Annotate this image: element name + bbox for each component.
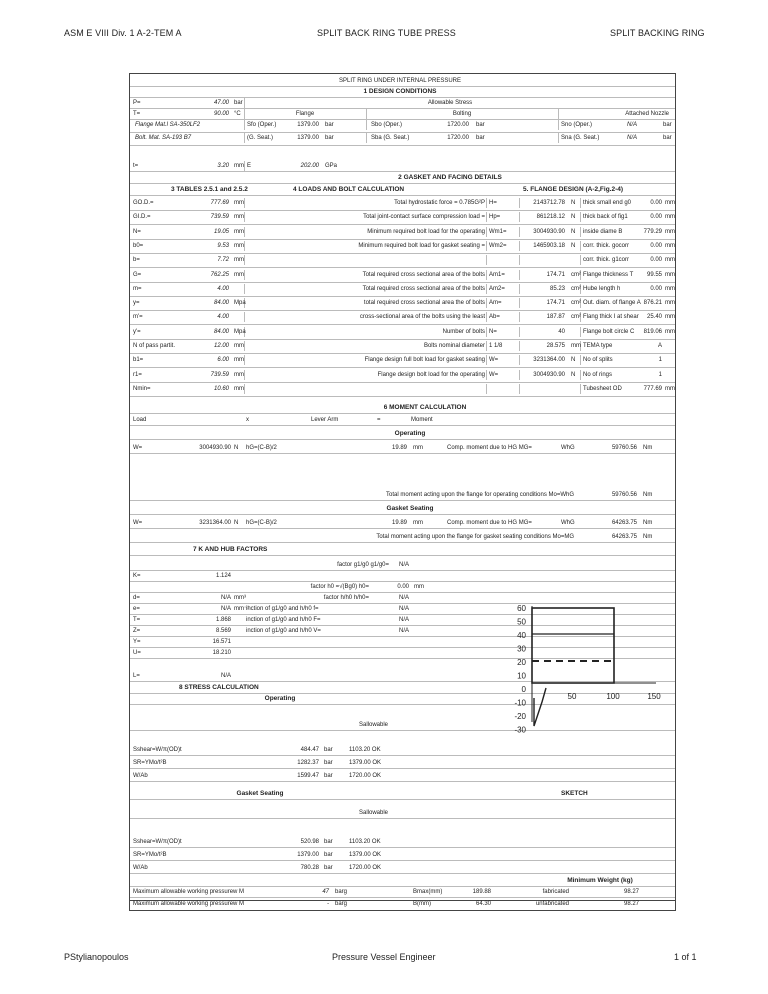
cell-fv: 1 (658, 371, 662, 378)
cell-ls: W= (489, 371, 499, 378)
cell-fv: 1 (658, 357, 662, 364)
cell-lv: 861218.12 (536, 214, 565, 221)
row-s1 (130, 87, 675, 98)
x-tick-label: 50 (567, 692, 577, 701)
cell-av: 10.60 (213, 385, 229, 392)
cell-ls: N= (489, 328, 497, 335)
cell-lv: 3231364.00 (533, 357, 565, 364)
table-row (130, 198, 675, 211)
cell-au: Mpa (234, 300, 246, 307)
cell-l: Number of bolts (442, 328, 485, 335)
cell-av: 762.25 (210, 271, 229, 278)
y-tick-label: 0 (521, 685, 526, 694)
cell-lv: 174.71 (546, 300, 565, 307)
cell-fv: 0.00 (650, 214, 662, 221)
row-mawp-2: Maximum allowable working pressurew M - barg B(mm) 64.30 unfabricated 98.27 (129, 899, 676, 911)
cell-au: mm (234, 214, 244, 221)
y-tick-label: 30 (517, 644, 526, 654)
cell-fu (664, 370, 666, 380)
cell-f: No of rings (583, 371, 613, 378)
cell-fv: 0.00 (650, 242, 662, 249)
y-tick-label: 10 (517, 671, 526, 681)
cell-fv: 0.00 (650, 285, 662, 292)
cell-lu: N (571, 371, 576, 378)
cell-lu: N (571, 200, 576, 206)
cell-au: mm (234, 242, 244, 249)
cell-av: 4.00 (217, 314, 229, 321)
cell-fu: mm (665, 214, 675, 221)
cell-au: mm (234, 343, 244, 349)
cell-l (246, 255, 486, 265)
cell-fv: 0.00 (650, 257, 662, 264)
cell-f: Flang thick I at shear (583, 314, 639, 321)
cell-fu: mm (665, 228, 675, 235)
cell-fu (664, 355, 666, 365)
table-row (130, 384, 675, 397)
cell-lv (522, 255, 566, 265)
cell-fu: mm (665, 285, 675, 292)
row-thickness: t= 3.20 mm E 202.00 GPa (130, 161, 675, 172)
calculation-sheet: SPLIT RING UNDER INTERNAL PRESSURE 1 DESIGN CONDITIONS P= 47.00 bar Allowable Stress T= 90.00 °C Flange Bolting Attached Nozzle Flange Mat.l SA-350LF2 Sfo (Oper.) 1379.00 bar Sbo (Oper.) 1720.00 bar Sno (Oper.) N/A bar Bolt. Mat. SA-193 B7 (G. Seat.) 1379.00 bar Sba (G. Seat.) 1720.00 bar Sna (G. Seat.) N/A bar t= 3.20 mm E 202.00 GPa 2 GASKET AND FACING DETAILS 3 TABLES 2.5.1 and 2.5.2 4 LOADS AND BOLT CALCULATION 5. FLANGE DESIGN (A-2,Fig.2-4) GO.D.= 777.69 mm Total hydrostatic force = 0.785G²P H= 2143712.78 N thick small end g0 0.00 mm GI.D.= 739.59 mm Total joint-contact surface compression load = Hp= 861218.12 N thick back of fig1 0.00 mm N= 19.05 mm Minimum required bolt load for the operating Wm1= 3004930.90 N inside diame B 779.29 mm b0= 9.53 mm Minimum required bolt load for gasket seating = Wm2= 1465903.18 N corr. thick. gocorr 0.00 mm b= 7.72 mm corr. thick. g1corr 0.00 mm G= 762.25 mm Total required cross sectional area of the bolts Am1= 174.71 cm² Flange thickness T 99.55 mm m= 4.00 Total required cross sectional area of the bolts Am2= 85.23 cm² Hube length h 0.00 mm y= 84.00 Mpa total required cross sectional area the of bolts Am= 174.71 cm² Out. diam. of flange A 876.21 mm m'= 4.00 cross-sectional area of the bolts using the least Ab= 187.87 cm² Flang thick I at shear 25.40 mm y'= 84.00 Mpa Number of bolts N= 40 Flange bolt circle C 819.06 mm N of pass partit. 12.00 mm Bolts nominal diameter 1 1/8 28.575 mm TEMA type A b1= 6.00 mm Flange design full bolt load for gasket seating W= 3231364.00 N No of splits 1 r1= 739.59 mm Flange design bolt load for the operating W= 3004930.90 N No of rings 1 Nmin= 10.60 mm Tubesheet OD 777.69 mm 6 MOMENT CALCULATION Load x Lever Arm = Moment Operating W= 3004930.90 N hG=(C-B)/2 19.89 mm Comp. moment due to HG MG= WhG 59760.56 Nm Total moment acting upon the flange for operating conditions Mo=WhG 59760.56 Nm Gasket Seating W= 3231364.00 N hG=(C-B)/2 19.89 mm Comp. moment due to HG MG= WhG 64263.75 Nm Total moment acting upon the flange for gasket seating conditions Mo=MG 64263.75 Nm 7 K AND HUB FACTORS factor g1/g0 g1/g0= N/A K= 1.124 factor h0 =√(Bg0) h0= 0.00 mm d= N/A mm³ factor h/h0 h/h0= N/A e= N/A mm⁻¹ inction of g1/g0 and h/h0 f= N/A T= 1.868 inction of g1/g0 and h/h0 F= N/A Z= 8.569 inction of g1/g0 and h/h0 V= N/A Y= 16.571 U= 18.210 L= N/A 8 STRESS CALCULATION Operating Sallowable Sshear=W/π(OD)t 484.47 bar 1103.20 OK SR=YMo/t²B 1282.37 bar 1379.00 OK W/Ab 1599.47 bar 1720.00 OK Gasket Seating SKETCH Sallowable Sshear=W/π(OD)t 520.98 bar 1103.20 OK SR=YMo/t²B 1379.00 bar 1379.00 OK W/Ab 780.28 bar 1720.00 OK Minimum Weight (kg) Maximum allowable working pressurew M 47 barg Bmax(mm) 189.88 fabricated 98.27 (129, 73, 676, 901)
cell-av: 7.72 (217, 257, 229, 264)
sketch-hub (534, 688, 546, 726)
cell-f: Flange bolt circle C (583, 328, 635, 335)
cell-fu: mm (665, 257, 675, 264)
cell-ls: Wm2= (489, 242, 507, 249)
cell-l: total required cross sectional area the of bolts (363, 300, 485, 307)
cell-au: mm (234, 228, 244, 235)
cell-l: Total joint-contact surface compression load = (363, 214, 485, 221)
cell-av: 9.53 (217, 242, 229, 249)
cell-ls: H= (489, 200, 497, 206)
cell-ls (488, 255, 490, 265)
subtitle: SPLIT RING UNDER INTERNAL PRESSURE (338, 78, 462, 84)
y-tick-label: -10 (514, 698, 526, 708)
table-row (130, 284, 675, 297)
cell-fu: mm (665, 242, 675, 249)
cell-av: 84.00 (213, 300, 229, 307)
cell-l: cross-sectional area of the bolts using the least (359, 314, 485, 321)
cell-lu: mm (571, 343, 581, 349)
cell-ls: 1 1/8 (489, 343, 503, 349)
footer-center: Pressure Vessel Engineer (332, 952, 436, 962)
cell-ls (488, 384, 490, 394)
y-tick-label: 20 (517, 658, 526, 667)
cell-fv: 777.69 (643, 385, 662, 392)
cell-lu: N (571, 228, 576, 235)
cell-lv: 187.87 (546, 314, 565, 321)
cell-f: thick small end g0 (583, 200, 632, 206)
cell-fv: 779.29 (643, 228, 662, 235)
cell-a: r1= (133, 371, 142, 378)
cell-fu (664, 341, 666, 351)
cell-l: Total hydrostatic force = 0.785G²P (394, 200, 485, 206)
cell-a: GO.D.= (133, 200, 154, 206)
cell-av: 739.59 (210, 371, 229, 378)
cell-lv (522, 384, 566, 394)
cell-f: Hube length h (583, 285, 621, 292)
cell-fu: mm (665, 328, 675, 335)
section-1-title: 1 DESIGN CONDITIONS (363, 88, 437, 95)
cell-l (246, 384, 486, 394)
cell-fv: 819.06 (643, 328, 662, 335)
cell-au (233, 284, 235, 294)
y-tick-label: 40 (517, 631, 526, 640)
cell-l: Flange design full bolt load for gasket seating (364, 357, 485, 364)
cell-fv: A (657, 343, 662, 349)
row-gasket-moment: W= 3231364.00 N hG=(C-B)/2 19.89 mm Comp. moment due to HG MG= WhG 64263.75 Nm (130, 518, 675, 529)
cell-a: GI.D.= (133, 214, 151, 221)
cell-av: 777.69 (210, 200, 229, 206)
cell-l: Total required cross sectional area of the bolts (362, 271, 485, 278)
y-tick-label: -20 (514, 712, 526, 721)
header-left: ASM E VIII Div. 1 A-2-TEM A (64, 28, 182, 38)
row-t: T= 90.00 °C Flange Bolting Attached Nozzle (130, 109, 675, 120)
table-row (130, 327, 675, 340)
cell-a: y'= (133, 328, 141, 335)
cell-l: Total required cross sectional area of the bolts (362, 285, 485, 292)
table-row (130, 341, 675, 354)
cell-au: mm (234, 357, 244, 364)
cell-ls: Am2= (489, 285, 505, 292)
cell-f: TEMA type (583, 343, 613, 349)
cell-a: N= (133, 228, 141, 235)
table-row (130, 255, 675, 268)
cell-a: N of pass partit. (133, 343, 176, 349)
cell-f: corr. thick. g1corr (583, 257, 630, 264)
row-s6: 6 MOMENT CALCULATION (130, 403, 675, 414)
cell-av: 4.00 (217, 285, 229, 292)
table-row (130, 241, 675, 254)
cell-lu: N (571, 357, 576, 364)
row-p: P= 47.00 bar Allowable Stress (130, 98, 675, 109)
cell-av: 84.00 (213, 328, 229, 335)
cell-f: inside diame B (583, 228, 623, 235)
cell-fu: mm (665, 300, 675, 307)
cell-ls: Am= (489, 300, 502, 307)
footer-left: PStylianopoulos (64, 952, 129, 962)
cell-fu: mm (665, 200, 675, 206)
cell-lv: 174.71 (546, 271, 565, 278)
table-row (130, 212, 675, 225)
cell-a: G= (133, 271, 142, 278)
cell-a: m= (133, 285, 142, 292)
cell-ls: W= (489, 357, 499, 364)
cell-au: mm (234, 371, 244, 378)
cell-lv: 3004930.90 (533, 228, 565, 235)
table-row (130, 355, 675, 368)
table-row (130, 270, 675, 283)
cell-av: 12.00 (213, 343, 229, 349)
cell-f: corr. thick. gocorr (583, 242, 630, 249)
cell-au: mm (234, 257, 244, 264)
cell-av: 6.00 (217, 357, 229, 364)
cell-au: mm (234, 200, 244, 206)
cell-au (233, 312, 235, 322)
cell-a: Nmin= (133, 385, 151, 392)
row-flange-mat: Flange Mat.l SA-350LF2 Sfo (Oper.) 1379.00 bar Sbo (Oper.) 1720.00 bar Sno (Oper.) N/A bar (130, 120, 675, 133)
row-mawp-1: Maximum allowable working pressurew M 47 barg Bmax(mm) 189.88 fabricated 98.27 (130, 887, 675, 898)
cell-fu: mm (665, 385, 675, 392)
table-row (130, 312, 675, 325)
cell-ls: Hp= (489, 214, 501, 221)
cell-f: Tubesheet OD (583, 385, 622, 392)
table-row (130, 370, 675, 383)
cell-a: b1= (133, 357, 144, 364)
cell-lu: N (571, 242, 576, 249)
table-row (130, 227, 675, 240)
cell-lu (570, 384, 572, 394)
cell-lu (570, 255, 572, 265)
y-tick-label: 60 (517, 604, 526, 613)
sketch-ring-outline (532, 608, 614, 683)
cell-au: Mpa (234, 328, 246, 335)
cell-au: mm (234, 271, 244, 278)
cell-f: No of splits (583, 357, 613, 364)
cell-av: 739.59 (210, 214, 229, 221)
footer-right: 1 of 1 (674, 952, 697, 962)
cell-lv: 28.575 (546, 343, 565, 349)
row-bolt-mat: Bolt. Mat. SA-193 B7 (G. Seat.) 1379.00 bar Sba (G. Seat.) 1720.00 bar Sna (G. Seat.) N/A bar (130, 133, 675, 146)
y-tick-label: -30 (514, 725, 526, 735)
sketch-chart (490, 598, 680, 738)
cell-ls: Am1= (489, 271, 505, 278)
cell-a: m'= (133, 314, 143, 321)
row-moment-head: Load x Lever Arm = Moment (130, 415, 675, 426)
cell-fu: mm (665, 271, 675, 278)
cell-f: Out. diam. of flange A (583, 300, 641, 307)
cell-lu (570, 327, 572, 337)
cell-lv: 1465903.18 (533, 242, 565, 249)
cell-lu: N (571, 214, 576, 221)
cell-a: b= (133, 257, 140, 264)
cell-l: Flange design bolt load for the operating (377, 371, 485, 378)
cell-ls: Wm1= (489, 228, 507, 235)
cell-fv: 25.40 (646, 314, 662, 321)
row-operating-moment: W= 3004930.90 N hG=(C-B)/2 19.89 mm Comp. moment due to HG MG= WhG 59760.56 Nm (130, 443, 675, 454)
cell-a: y= (133, 300, 140, 307)
cell-lu: cm² (571, 285, 581, 292)
cell-lv: 2143712.78 (533, 200, 565, 206)
cell-lu: cm² (571, 300, 581, 307)
cell-lv: 40 (558, 328, 565, 335)
cell-av: 19.05 (213, 228, 229, 235)
cell-f: thick back of fig1 (583, 214, 628, 221)
x-tick-label: 150 (647, 692, 661, 701)
cell-ls: Ab= (489, 314, 500, 321)
table-row (130, 298, 675, 311)
cell-l: Bolts nominal diameter (423, 343, 485, 349)
cell-l: Minimum required bolt load for gasket seating = (358, 242, 485, 249)
cell-f: Flange thickness T (583, 271, 634, 278)
cell-l: Minimum required bolt load for the operating (367, 228, 485, 235)
cell-fv: 876.21 (643, 300, 662, 307)
header-right: SPLIT BACKING RING (610, 28, 705, 38)
cell-lv: 85.23 (549, 285, 565, 292)
cell-au: mm (234, 385, 244, 392)
x-tick-label: 100 (606, 692, 620, 701)
cell-fv: 0.00 (650, 200, 662, 206)
row-subtitle (130, 76, 675, 87)
row-s3-s5: 3 TABLES 2.5.1 and 2.5.2 4 LOADS AND BOLT CALCULATION 5. FLANGE DESIGN (A-2,Fig.2-4) (130, 185, 675, 196)
header-center: SPLIT BACK RING TUBE PRESS (317, 28, 456, 38)
cell-lv: 3004930.90 (533, 371, 565, 378)
cell-lu: cm² (571, 314, 581, 321)
cell-lu: cm² (571, 271, 581, 278)
cell-a: b0= (133, 242, 144, 249)
y-tick-label: 50 (517, 617, 526, 627)
row-s2: 2 GASKET AND FACING DETAILS (130, 173, 675, 184)
cell-fv: 99.55 (646, 271, 662, 278)
cell-fu: mm (665, 314, 675, 321)
